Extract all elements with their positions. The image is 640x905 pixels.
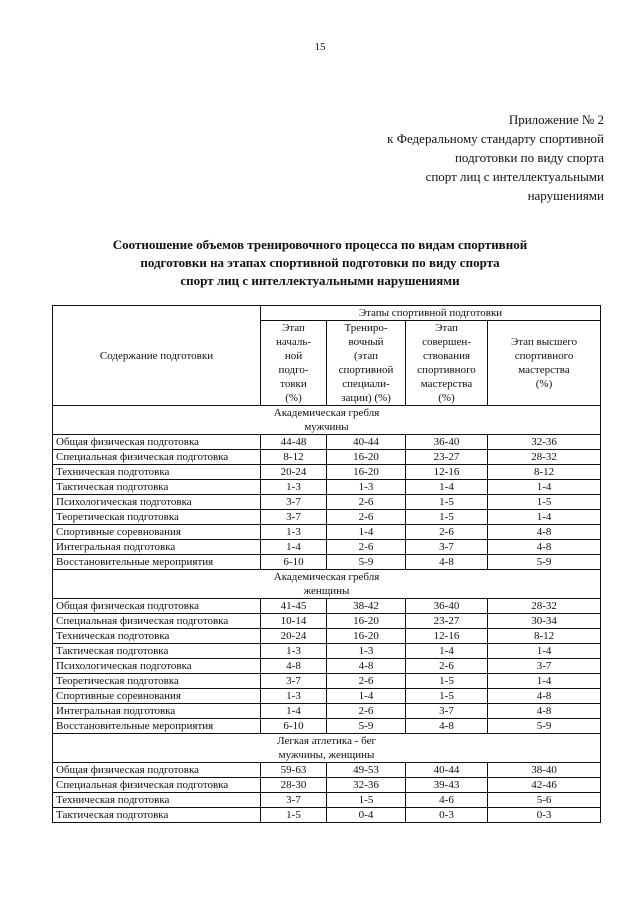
section-title-line: Академическая гребля (273, 407, 380, 419)
percent-range-cell: 10-14 (261, 614, 327, 629)
percent-range-cell: 1-4 (327, 525, 406, 540)
stage-column-header (261, 321, 327, 406)
percent-range-cell: 32-36 (488, 435, 601, 450)
percent-range-cell: 1-5 (406, 674, 488, 689)
percent-range-cell: 1-3 (261, 689, 327, 704)
training-type-cell: Теоретическая подготовка (53, 674, 261, 689)
document-title (60, 236, 580, 290)
training-type-cell: Техническая подготовка (53, 793, 261, 808)
percent-range-cell: 5-9 (488, 719, 601, 734)
training-type-cell: Общая физическая подготовка (53, 435, 261, 450)
appendix-line: нарушениями (527, 188, 604, 203)
training-type-cell: Спортивные соревнования (53, 689, 261, 704)
section-title-line: Легкая атлетика - бег (277, 735, 376, 747)
table-row (53, 674, 601, 689)
percent-range-cell: 38-42 (327, 599, 406, 614)
header-row (53, 306, 601, 321)
stage-header-line: ствования (422, 350, 471, 362)
stage-header-line: спортивной (338, 364, 394, 376)
stage-header-line: подго- (278, 364, 309, 376)
stage-header-line: спортивного (514, 350, 574, 362)
section-header-row (53, 734, 601, 763)
percent-range-cell: 1-5 (406, 510, 488, 525)
table-row (53, 555, 601, 570)
percent-range-cell: 3-7 (406, 704, 488, 719)
percent-range-cell: 1-3 (327, 480, 406, 495)
stage-header-line: вочный (348, 336, 384, 348)
percent-range-cell: 39-43 (406, 778, 488, 793)
training-type-cell: Техническая подготовка (53, 465, 261, 480)
percent-range-cell: 2-6 (327, 540, 406, 555)
percent-range-cell: 2-6 (406, 525, 488, 540)
percent-range-cell: 1-4 (261, 540, 327, 555)
percent-range-cell: 2-6 (327, 674, 406, 689)
percent-range-cell: 1-5 (261, 808, 327, 823)
percent-range-cell: 1-3 (327, 644, 406, 659)
percent-range-cell: 23-27 (406, 450, 488, 465)
percent-range-cell: 5-9 (488, 555, 601, 570)
percent-range-cell: 0-3 (406, 808, 488, 823)
stage-header-line: (%) (438, 392, 455, 404)
percent-range-cell: 1-4 (488, 510, 601, 525)
title-line: Соотношение объемов тренировочного процесса по видам спортивной (112, 237, 528, 252)
table-row (53, 450, 601, 465)
appendix-line: к Федеральному стандарту спортивной (387, 131, 604, 146)
percent-range-cell: 1-4 (488, 480, 601, 495)
appendix-line: Приложение № 2 (508, 112, 604, 127)
percent-range-cell: 2-6 (327, 510, 406, 525)
percent-range-cell: 16-20 (327, 465, 406, 480)
percent-range-cell: 1-4 (406, 644, 488, 659)
training-type-cell: Техническая подготовка (53, 629, 261, 644)
percent-range-cell: 4-8 (406, 719, 488, 734)
percent-range-cell: 3-7 (261, 510, 327, 525)
percent-range-cell: 3-7 (261, 674, 327, 689)
percent-range-cell: 1-4 (488, 644, 601, 659)
percent-range-cell: 36-40 (406, 435, 488, 450)
section-title (53, 406, 601, 435)
percent-range-cell: 4-8 (406, 555, 488, 570)
percent-range-cell: 4-8 (488, 689, 601, 704)
page-number: 15 (314, 41, 326, 53)
stage-header-line: (%) (535, 378, 553, 390)
section-header-row (53, 406, 601, 435)
percent-range-cell: 1-4 (488, 674, 601, 689)
percent-range-cell: 20-24 (261, 629, 327, 644)
training-type-cell: Психологическая подготовка (53, 495, 261, 510)
training-type-cell: Интегральная подготовка (53, 704, 261, 719)
percent-range-cell: 49-53 (327, 763, 406, 778)
percent-range-cell: 1-4 (327, 689, 406, 704)
stage-header-line: зации) (%) (341, 392, 391, 404)
training-type-cell: Восстановительные мероприятия (53, 555, 261, 570)
percent-range-cell: 2-6 (327, 495, 406, 510)
percent-range-cell: 0-3 (488, 808, 601, 823)
percent-range-cell: 4-6 (406, 793, 488, 808)
section-title-line: Академическая гребля (273, 571, 380, 583)
training-type-cell: Специальная физическая подготовка (53, 450, 261, 465)
training-type-cell: Интегральная подготовка (53, 540, 261, 555)
percent-range-cell: 1-5 (406, 495, 488, 510)
percent-range-cell: 1-3 (261, 525, 327, 540)
table-row (53, 465, 601, 480)
content-header: Содержание подготовки (53, 306, 261, 406)
percent-range-cell: 4-8 (488, 525, 601, 540)
percent-range-cell: 16-20 (327, 614, 406, 629)
section-title-line: женщины (303, 585, 350, 597)
percent-range-cell: 38-40 (488, 763, 601, 778)
training-type-cell: Тактическая подготовка (53, 808, 261, 823)
stage-header-line: Этап (435, 322, 458, 334)
appendix-line: подготовки по виду спорта (454, 150, 604, 165)
training-type-cell: Специальная физическая подготовка (53, 614, 261, 629)
percent-range-cell: 4-8 (261, 659, 327, 674)
percent-range-cell: 12-16 (406, 629, 488, 644)
percent-range-cell: 4-8 (327, 659, 406, 674)
section-title-line: мужчины, женщины (278, 749, 375, 761)
percent-range-cell: 40-44 (406, 763, 488, 778)
percent-range-cell: 16-20 (327, 629, 406, 644)
percent-range-cell: 30-34 (488, 614, 601, 629)
section-title-line: мужчины (304, 421, 349, 433)
percent-range-cell: 8-12 (261, 450, 327, 465)
percent-range-cell: 4-8 (488, 704, 601, 719)
stage-header-line: началь- (275, 336, 311, 348)
percent-range-cell: 6-10 (261, 719, 327, 734)
table-row (53, 480, 601, 495)
percent-range-cell: 5-9 (327, 719, 406, 734)
stage-header-line: Этап высшего (510, 336, 578, 348)
percent-range-cell: 0-4 (327, 808, 406, 823)
percent-range-cell: 42-46 (488, 778, 601, 793)
stage-column-header (488, 321, 601, 406)
section-header-row (53, 570, 601, 599)
stage-header-line: мастерства (420, 378, 473, 390)
stage-header-line: мастерства (518, 364, 570, 376)
title-line: спорт лиц с интеллектуальными нарушениями (180, 273, 460, 288)
percent-range-cell: 2-6 (406, 659, 488, 674)
percent-range-cell: 3-7 (261, 793, 327, 808)
percent-range-cell: 1-3 (261, 480, 327, 495)
table-row (53, 644, 601, 659)
training-type-cell: Тактическая подготовка (53, 480, 261, 495)
percent-range-cell: 1-4 (406, 480, 488, 495)
section-title (53, 570, 601, 599)
percent-range-cell: 28-32 (488, 450, 601, 465)
percent-range-cell: 44-48 (261, 435, 327, 450)
table-row (53, 540, 601, 555)
percent-range-cell: 3-7 (488, 659, 601, 674)
stage-header-line: спортивного (417, 364, 476, 376)
percent-range-cell: 20-24 (261, 465, 327, 480)
appendix-header (387, 110, 604, 205)
table-row (53, 599, 601, 614)
percent-range-cell: 4-8 (488, 540, 601, 555)
table-row (53, 808, 601, 823)
table-row (53, 510, 601, 525)
stage-column-header (406, 321, 488, 406)
percent-range-cell: 28-32 (488, 599, 601, 614)
percent-range-cell: 1-3 (261, 644, 327, 659)
stage-header-line: товки (280, 378, 307, 390)
training-type-cell: Восстановительные мероприятия (53, 719, 261, 734)
training-type-cell: Спортивные соревнования (53, 525, 261, 540)
table-row (53, 763, 601, 778)
training-type-cell: Общая физическая подготовка (53, 599, 261, 614)
stage-header-line: Этап (282, 322, 305, 334)
table-row (53, 495, 601, 510)
percent-range-cell: 1-4 (261, 704, 327, 719)
training-type-cell: Общая физическая подготовка (53, 763, 261, 778)
appendix-line: спорт лиц с интеллектуальными (425, 169, 604, 184)
training-type-cell: Специальная физическая подготовка (53, 778, 261, 793)
percent-range-cell: 6-10 (261, 555, 327, 570)
table-row (53, 614, 601, 629)
section-title (53, 734, 601, 763)
stage-column-header (327, 321, 406, 406)
percent-range-cell: 5-6 (488, 793, 601, 808)
percent-range-cell: 1-5 (327, 793, 406, 808)
percent-range-cell: 3-7 (406, 540, 488, 555)
table-row (53, 629, 601, 644)
percent-range-cell: 23-27 (406, 614, 488, 629)
percent-range-cell: 8-12 (488, 465, 601, 480)
table-row (53, 525, 601, 540)
percent-range-cell: 16-20 (327, 450, 406, 465)
training-type-cell: Теоретическая подготовка (53, 510, 261, 525)
table-row (53, 704, 601, 719)
percent-range-cell: 2-6 (327, 704, 406, 719)
percent-range-cell: 1-5 (488, 495, 601, 510)
table-row (53, 778, 601, 793)
percent-range-cell: 8-12 (488, 629, 601, 644)
table-row (53, 435, 601, 450)
percent-range-cell: 5-9 (327, 555, 406, 570)
stage-header-line: специали- (342, 378, 390, 390)
percent-range-cell: 28-30 (261, 778, 327, 793)
table-row (53, 719, 601, 734)
table-row (53, 689, 601, 704)
percent-range-cell: 12-16 (406, 465, 488, 480)
percent-range-cell: 3-7 (261, 495, 327, 510)
stage-header-line: (этап (354, 350, 378, 362)
stage-header-line: совершен- (422, 336, 471, 348)
training-type-cell: Тактическая подготовка (53, 644, 261, 659)
percent-range-cell: 1-5 (406, 689, 488, 704)
percent-range-cell: 41-45 (261, 599, 327, 614)
training-type-cell: Психологическая подготовка (53, 659, 261, 674)
stage-header-line: ной (284, 350, 303, 362)
table-row (53, 793, 601, 808)
percent-range-cell: 59-63 (261, 763, 327, 778)
percent-range-cell: 40-44 (327, 435, 406, 450)
stage-header-line: (%) (285, 392, 302, 404)
title-line: подготовки на этапах спортивной подготовки по виду спорта (140, 255, 500, 270)
stage-header-line: Трениро- (344, 322, 388, 334)
percent-range-cell: 36-40 (406, 599, 488, 614)
percent-range-cell: 32-36 (327, 778, 406, 793)
table-row (53, 659, 601, 674)
training-ratio-table (52, 305, 601, 823)
stages-header: Этапы спортивной подготовки (261, 306, 601, 321)
